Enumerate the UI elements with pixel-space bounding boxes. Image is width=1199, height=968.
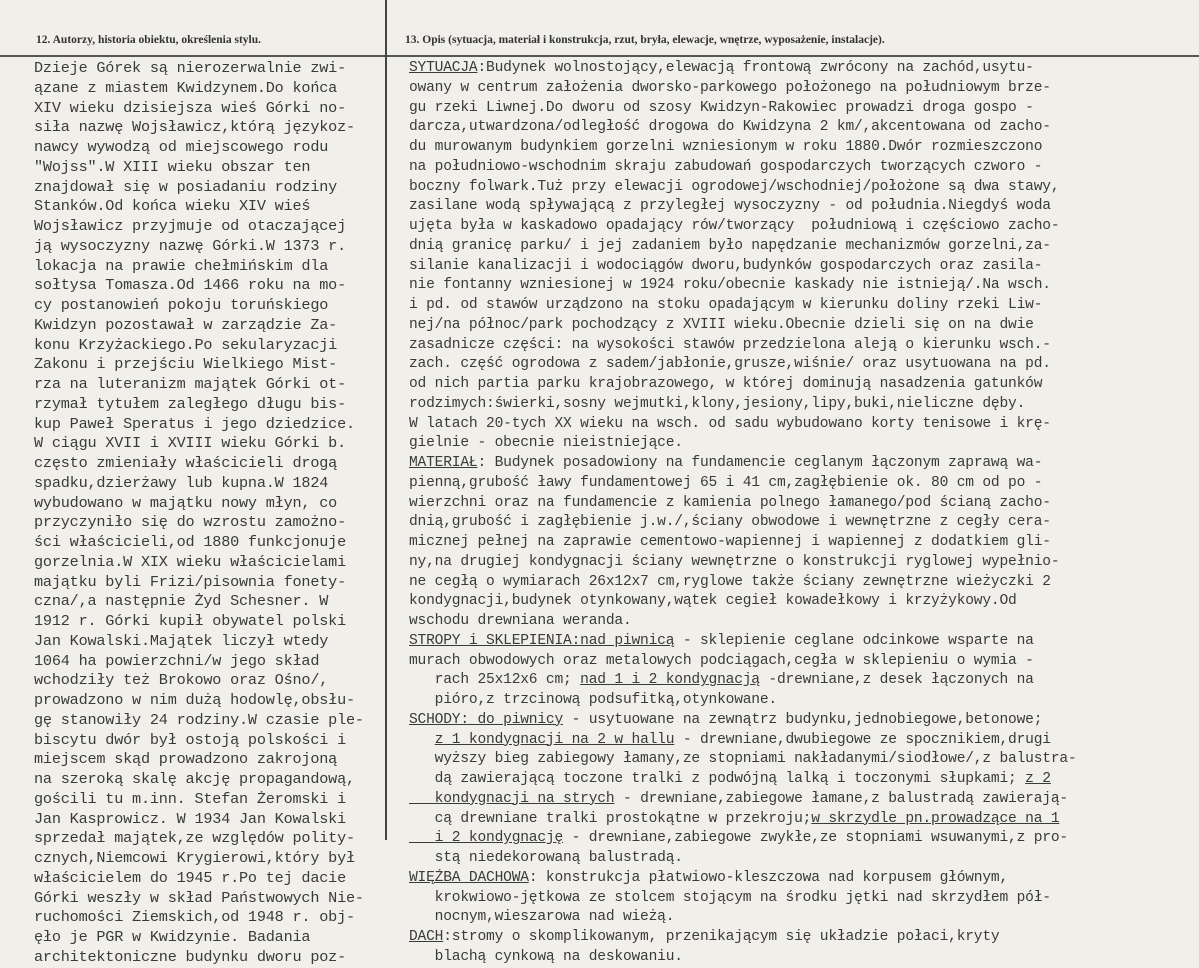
history-text-line: biscytu dwór był ostoją polskości i [34,730,346,749]
history-text-line: przyczyniło się do wzrostu zamożno- [34,513,346,532]
history-text-line: sołtysa Tomasza.Od 1466 roku na mo- [34,276,346,295]
description-text-segment: zach. część ogrodowa z sadem/jabłonie,grusze,wiśnie/ oraz usytuowana na pd. [409,356,1051,373]
description-text-segment: - drewniane,zabiegowe zwykłe,ze stopniami wsuwanymi,z pro- [563,830,1068,847]
description-text-line [409,513,1194,533]
history-text-line: nawcy wywodzą od miejscowego rodu [34,138,329,156]
description-text-segment: :stromy o skomplikowanym, przenikającym się układzie połaci,kryty [443,929,1000,945]
history-text-line: spadku,dzierżawy lub kupna.W 1824 [34,473,329,492]
description-text-segment: boczny folwark.Tuż przy elewacji ogrodowej/wschodniej/położone są dwa stawy, [409,178,1060,195]
description-text-segment: zasilane wodą spływającą z przyległej wysoczyzny - od południa.Niegdyś woda [409,198,1051,215]
description-text-segment: silanie kanalizacji i wodociągów dworu,budynków gospodarczych oraz zasila- [409,257,1043,274]
description-text-segment: pióro,z trzcinową podsufitką,otynkowane. [409,692,777,708]
description-text-line [409,533,1194,553]
section-heading-underlined: SCHODY: do piwnicy [409,711,564,728]
description-text-segment: dnią,grubość i zagłębienie j.w./,ściany obwodowe i wewnętrzne z cegły cera- [409,514,1051,531]
history-text-line: gę stanowiły 24 rodziny.W czasie ple- [34,710,364,729]
description-text-segment: wierzchni oraz na fundamencie z kamienia polnego łamanego/pod ścianą zacho- [409,494,1051,511]
history-text-line: ści właścicieli,od 1880 funkcjonuje [34,533,346,551]
history-text-line: cznych,Niemcowi Krygierowi,który był [34,849,355,867]
description-text-line [409,592,1194,612]
history-text-line: konu Krzyżackiego.Po sekularyzacji [34,335,338,354]
description-text-line [409,928,1194,948]
description-text-line [409,79,1194,99]
description-text-line [409,652,1194,672]
history-text-line: ruchomości Ziemskich,od 1948 r. obj- [34,908,355,927]
description-text-segment: wschodu drewniana weranda. [409,613,632,629]
description-text-segment: ujęta była w kaskadowo opadający rów/tworzący południową i częściowo zacho- [409,218,1060,234]
section-heading-underlined: w skrzydle pn.prowadzące na 1 [811,810,1060,827]
description-text-line [409,671,1194,691]
description-text-segment: na południowo-wschodnim skraju zabudowań gospodarczych tworzących czworo - [409,158,1043,175]
history-text-line: kup Paweł Speratus i jego dziedzice. [34,414,355,433]
description-text-line [409,632,1194,652]
description-text-segment: du murowanym budynkiem gorzelni wzniesionym w roku 1880.Dwór rozmieszczono [409,139,1043,155]
history-text-line: Stanków.Od końca wieku XIV wieś [34,197,311,216]
history-text-line: Zakonu i przejściu Wielkiego Mist- [34,355,338,374]
history-text-line: gościli tu m.inn. Stefan Żeromski i [34,789,346,808]
section-heading-underlined: WIĘŹBA DACHOWA [409,869,529,886]
description-text-segment: zasadnicze części: na wysokości stawów przedzielona aleją o kierunku wsch.- [409,336,1051,353]
history-text-line: 1064 ha powierzchni/w jego skład [34,651,320,670]
description-text-segment: dnią granicę parku/ i jej zadaniem było napędzanie mechanizmów gorzelni,za- [409,237,1051,254]
description-text-line [409,415,1194,435]
history-text-line: sprzedał majątek,ze względów polity- [34,829,355,848]
section-heading-underlined: SYTUACJA [409,60,478,76]
history-text-line: Wojsławicz przyjmuje od otaczającej [34,217,346,235]
history-text-line: znajdował się w posiadaniu rodziny [34,177,338,196]
description-text-line [409,770,1194,790]
description-text-line [409,434,1194,454]
description-text-segment: nej/na północ/park pochodzący z XVIII wieku.Obecnie dzieli się on na dwie [409,316,1034,333]
history-text-line: architektoniczne budynku dworu poz- [34,947,346,966]
header-divider [0,55,1199,57]
description-text-segment: od nich partia parku krajobrazowego, w której dominują nasadzenia gatunków [409,376,1043,392]
history-text-line: często zmieniały właścicieli drogą [34,454,338,472]
description-text-segment: wyższy bieg zabiegowy łamany,ze stopniami nakładanymi/siodłowe/,z balustra- [409,751,1077,768]
description-text-line [409,948,1194,968]
description-text-segment: W latach 20-tych XX wieku na wsch. od sadu wybudowano korty tenisowe i krę- [409,415,1051,432]
description-text-line [409,237,1194,257]
description-text-segment: rach 25x12x6 cm; [409,672,581,689]
section-heading-underlined: kondygnacji na strych [409,790,615,807]
history-text-line: majątku byli Frizi/pisownia fonety- [34,572,346,591]
section-heading-underlined: MATERIAŁ [409,455,478,471]
history-text-line: wchodziły też Brokowo oraz Ośno/, [34,671,329,690]
history-text-line: W ciągu XVII i XVIII wieku Górki b. [34,434,346,453]
description-text-line [409,869,1194,889]
description-text-line [409,158,1194,178]
section-heading-underlined: z 1 kondygnacji na 2 w hallu [434,731,675,748]
history-text-line: właścicielem do 1945 r.Po tej dacie [34,868,346,887]
description-text-line [409,138,1194,158]
column-divider [385,0,387,840]
description-text-line [409,849,1194,869]
description-text-line [409,889,1194,909]
description-text-line [409,178,1194,198]
history-text-line: miejscem skąd prowadzono zakrojoną [34,750,338,769]
description-text-line [409,197,1194,217]
history-text-line: Dzieje Górek są nierozerwalnie zwi- [34,59,346,77]
history-text-line: "Wojss".W XIII wieku obszar ten [34,157,311,176]
description-text-line [409,750,1194,770]
section-heading-underlined: DACH [409,929,444,945]
description-text-line [409,691,1194,711]
section-13-header: 13. Opis (sytuacja, materiał i konstrukcja, rzut, bryła, elewacje, wnętrze, wyposażenie, instalacje). [405,34,885,46]
history-text-line: ęło je PGR w Kwidzynie. Badania [34,928,311,946]
description-text-segment: kondygnacji,budynek otynkowany,wątek cegieł kowadełkowy i krzyżykowy.Od [409,593,1017,610]
history-text-column [34,59,379,968]
history-text-line: czna/,a następnie Żyd Schesner. W [34,592,329,611]
description-text-line [409,612,1194,632]
history-text-line: 1912 r. Górki kupił obywatel polski [34,612,346,630]
history-text-line: siła nazwę Wojsławicz,którą językoz- [34,118,355,137]
description-text-line [409,573,1194,593]
history-text-line: gorzelnia.W XIX wieku właścicielami [34,552,346,571]
section-heading-underlined: i 2 kondygnację [409,830,564,847]
section-heading-underlined: STROPY i SKLEPIENIA:nad piwnicą [409,632,675,649]
history-text-line: rza na luteranizm majątek Górki ot- [34,375,346,393]
description-text-segment: gielnie - obecnie nieistniejące. [409,435,683,452]
description-text-column [409,59,1194,968]
description-text-line [409,375,1194,395]
description-text-line [409,336,1194,356]
section-heading-underlined: z 2 [1025,771,1051,787]
description-text-line [409,711,1194,731]
description-text-line [409,118,1194,138]
history-text-line: wybudowano w majątku nowy młyn, co [34,493,338,512]
description-text-segment: nie fontanny wzniesionej w 1924 roku/obecnie kaskady nie istnieją/.Na wsch. [409,277,1051,294]
history-text-line: ązane z miastem Kwidzynem.Do końca [34,78,338,97]
description-text-line [409,908,1194,928]
description-text-segment: rodzimych:świerki,sosny wejmutki,klony,jesiony,lipy,buki,nieliczne dęby. [409,395,1026,412]
description-text-line [409,553,1194,573]
description-text-line [409,257,1194,277]
history-text-line: rzymał tytułem zaległego długu bis- [34,394,346,413]
description-text-segment: i pd. od stawów urządzono na stoku opadającym w kierunku doliny rzeki Liw- [409,297,1043,313]
description-text-segment: blachą cynkową na deskowaniu. [409,948,683,965]
description-text-line [409,355,1194,375]
description-text-segment: ne cegłą o wymiarach 26x12x7 cm,ryglowe także ściany zewnętrzne wieżyczki 2 [409,573,1051,590]
description-text-segment: cą drewniane tralki prostokątne w przekroju; [409,810,812,827]
description-text-line [409,494,1194,514]
description-text-segment: krokwiowo-jętkowa ze stolcem stojącym na środku jętki nad skrzydłem pół- [409,889,1051,906]
description-text-segment: -drewniane,z desek łączonych na [759,672,1034,689]
section-12-header: 12. Autorzy, historia obiektu, określenia stylu. [36,34,262,46]
history-text-line: lokacja na prawie chełmińskim dla [34,256,329,275]
description-text-line [409,316,1194,336]
description-text-line [409,829,1194,849]
description-text-line [409,454,1194,474]
description-text-segment: pienną,grubość ławy fundamentowej 65 i 41 cm,zagłębienie ok. 80 cm od po - [409,474,1043,491]
description-text-segment: : konstrukcja płatwiowo-kleszczowa nad korpusem głównym, [528,869,1009,886]
description-text-segment: ny,na drugiej kondygnacji ściany wewnętrzne o konstrukcji ryglowej wypełnio- [409,553,1060,570]
description-text-segment: :Budynek wolnostojący,elewacją frontową zwrócony na zachód,usytu- [477,60,1034,76]
description-text-segment: - drewniane,dwubiegowe ze spocznikiem,drugi [674,731,1051,748]
description-text-line [409,59,1194,79]
history-text-line: XIV wieku dzisiejsza wieś Górki no- [34,98,346,117]
description-text-segment [409,732,435,748]
description-text-line [409,731,1194,751]
description-text-line [409,296,1194,316]
description-text-line [409,790,1194,810]
description-text-segment: darcza,utwardzona/odległość drogowa do Kwidzyna 2 km/,akcentowana od zacho- [409,119,1051,136]
description-text-segment: dą zawierającą toczone tralki z podwójną lalką i toczonymi słupkami; [409,771,1026,787]
description-text-segment: gu rzeki Liwnej.Do dworu od szosy Kwidzyn-Rakowiec prowadzi droga gospo - [409,99,1034,116]
history-text-line: Jan Kowalski.Majątek liczył wtedy [34,631,329,650]
description-text-segment: owany w centrum założenia dworsko-parkowego położonego na południowym brze- [409,79,1051,96]
description-text-segment: - sklepienie ceglane odcinkowe wsparte na [674,632,1034,649]
description-text-line [409,474,1194,494]
description-text-segment: : Budynek posadowiony na fundamencie ceglanym łączonym zaprawą wa- [477,455,1043,471]
history-text-line: Górki weszły w skład Państwowych Nie- [34,888,364,907]
section-heading-underlined: nad 1 i 2 kondygnacją [580,672,760,689]
description-text-line [409,217,1194,237]
description-text-segment: - usytuowane na zewnątrz budynku,jednobiegowe,betonowe; [563,711,1043,728]
description-text-line [409,395,1194,415]
history-text-line: Jan Kasprowicz. W 1934 Jan Kowalski [34,809,346,828]
history-text-line: prowadzono w nim dużą hodowlę,obsłu- [34,691,355,709]
description-text-line [409,99,1194,119]
description-text-segment: - drewniane,zabiegowe łamane,z balustradą zawierają- [614,790,1068,807]
description-text-line [409,810,1194,830]
description-text-segment: stą niedekorowaną balustradą. [409,850,683,866]
history-text-line: cy postanowień pokoju toruńskiego [34,296,329,314]
history-text-line: ją wysoczyzny nazwę Górki.W 1373 r. [34,236,346,255]
description-text-line [409,276,1194,296]
description-text-segment: micznej pełnej na zaprawie cementowo-wapiennej i wapiennej z dodatkiem gli- [409,534,1051,550]
history-text-line: na szeroką skalę akcję propagandową, [34,770,355,788]
history-text-line: Kwidzyn pozostawał w zarządzie Za- [34,315,338,334]
description-text-segment: murach obwodowych oraz metalowych podciągach,cegła w sklepieniu o wymia - [409,652,1034,669]
description-text-segment: nocnym,wieszarowa nad wieżą. [409,909,675,926]
